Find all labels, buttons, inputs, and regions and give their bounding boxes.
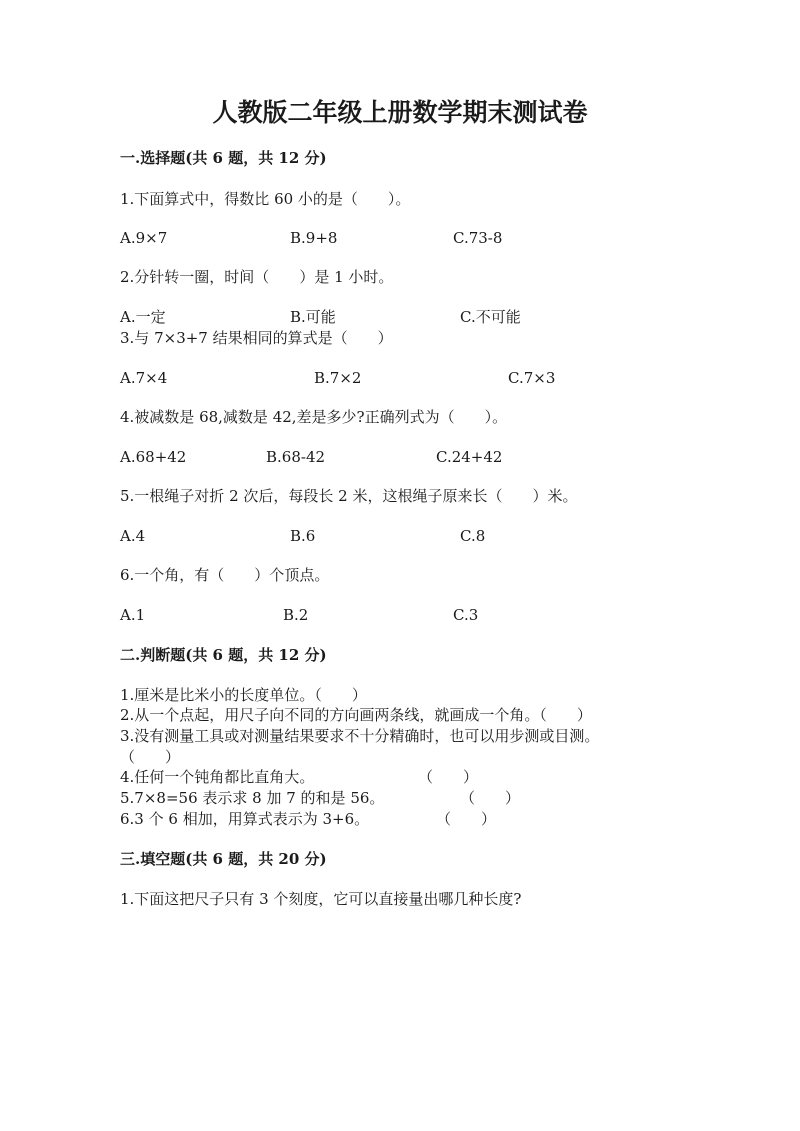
answer-parentheses: （ ） — [460, 789, 521, 807]
section-heading-multiple-choice: 一.选择题(共 6 题，共 12 分) — [120, 149, 327, 167]
option-a: A.7×4 — [120, 369, 168, 387]
section-heading-fill-in: 三.填空题(共 6 题，共 20 分) — [120, 850, 327, 868]
answer-parentheses: （ ） — [120, 748, 181, 766]
true-false-item: 2.从一个点起，用尺子向不同的方向画两条线，就画成一个角。（ ） — [120, 706, 592, 724]
option-a: A.一定 — [120, 308, 166, 326]
question-stem: 5.一根绳子对折 2 次后，每段长 2 米，这根绳子原来长（ ）米。 — [120, 487, 578, 505]
question-stem: 2.分针转一圈，时间（ ）是 1 小时。 — [120, 268, 394, 286]
true-false-item: 5.7×8=56 表示求 8 加 7 的和是 56。 — [120, 789, 385, 807]
option-a: A.4 — [120, 527, 146, 545]
question-stem: 4.被减数是 68,减数是 42,差是多少?正确列式为（ ）。 — [120, 408, 508, 426]
option-b: B.2 — [283, 606, 309, 624]
answer-parentheses: （ ） — [418, 768, 479, 786]
option-c: C.3 — [453, 606, 479, 624]
option-b: B.68-42 — [266, 448, 326, 466]
answer-parentheses: （ ） — [436, 810, 497, 828]
question-stem: 1.下面算式中，得数比 60 小的是（ ）。 — [120, 190, 411, 208]
option-b: B.7×2 — [314, 369, 362, 387]
option-a: A.9×7 — [120, 229, 168, 247]
true-false-item: 6.3 个 6 相加，用算式表示为 3+6。 — [120, 810, 370, 828]
true-false-item: 4.任何一个钝角都比直角大。 — [120, 768, 315, 786]
true-false-item: 3.没有测量工具或对测量结果要求不十分精确时，也可以用步测或目测。 — [120, 727, 600, 745]
option-c: C.7×3 — [508, 369, 556, 387]
option-c: C.不可能 — [460, 308, 521, 326]
option-c: C.73-8 — [453, 229, 503, 247]
question-stem: 6.一个角，有（ ）个顶点。 — [120, 566, 330, 584]
page-title: 人教版二年级上册数学期末测试卷 — [212, 98, 588, 127]
option-b: B.可能 — [290, 308, 336, 326]
true-false-item: 1.厘米是比米小的长度单位。（ ） — [120, 686, 367, 704]
question-stem: 1.下面这把尺子只有 3 个刻度，它可以直接量出哪几种长度? — [120, 890, 522, 908]
option-b: B.9+8 — [290, 229, 338, 247]
option-a: A.68+42 — [120, 448, 187, 466]
option-c: C.24+42 — [436, 448, 503, 466]
option-c: C.8 — [460, 527, 486, 545]
option-b: B.6 — [290, 527, 316, 545]
option-a: A.1 — [120, 606, 146, 624]
section-heading-true-false: 二.判断题(共 6 题，共 12 分) — [120, 646, 327, 664]
question-stem: 3.与 7×3+7 结果相同的算式是（ ） — [120, 329, 393, 347]
